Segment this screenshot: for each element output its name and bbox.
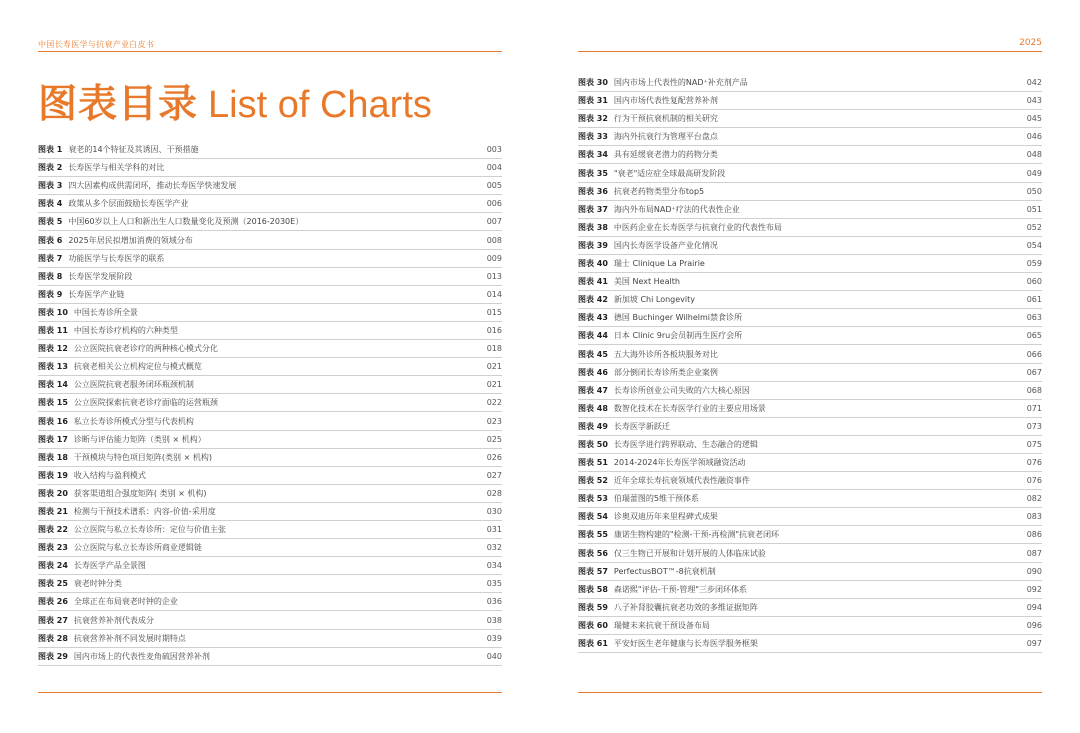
chart-title: 诊奥双迪历年来里程碑式成果 <box>613 512 718 522</box>
page-number: 027 <box>486 470 502 480</box>
toc-row[interactable] <box>578 255 1042 273</box>
chart-number: 图表 48 <box>578 403 608 413</box>
chart-number: 图表 37 <box>578 204 608 214</box>
page-number: 066 <box>1026 349 1042 359</box>
page-number: 009 <box>486 253 502 263</box>
chart-number: 图表 31 <box>578 96 608 106</box>
chart-number: 图表 17 <box>38 434 68 444</box>
chart-number: 图表 20 <box>38 488 68 498</box>
page-number: 059 <box>1026 259 1042 269</box>
chart-title: 抗衰老药物类型分布top5 <box>613 186 705 196</box>
toc-row[interactable] <box>38 503 502 521</box>
page-number: 083 <box>1026 512 1042 522</box>
chart-number: 图表 6 <box>38 235 63 245</box>
chart-title: 全球正在布局衰老时钟的企业 <box>73 597 178 607</box>
page-number: 060 <box>1026 277 1042 287</box>
toc-row[interactable] <box>578 345 1042 363</box>
chart-number: 图表 45 <box>578 349 608 359</box>
page-number: 086 <box>1026 530 1042 540</box>
toc-row[interactable] <box>578 472 1042 490</box>
page-number: 018 <box>486 344 502 354</box>
page-number: 036 <box>486 597 502 607</box>
page-number: 014 <box>486 289 502 299</box>
chart-title: 长寿医学发展阶段 <box>68 271 133 281</box>
page-number: 026 <box>486 452 502 462</box>
toc-row[interactable] <box>578 237 1042 255</box>
page-number: 054 <box>1026 240 1042 250</box>
toc-row[interactable] <box>578 327 1042 345</box>
chart-number: 图表 34 <box>578 150 608 160</box>
page-number: 090 <box>1026 566 1042 576</box>
toc-row[interactable] <box>38 485 502 503</box>
chart-title: 德国 Buchinger Wilhelmi禁食诊所 <box>613 313 743 323</box>
chart-number: 图表 5 <box>38 217 63 227</box>
page-number: 096 <box>1026 620 1042 630</box>
page-number: 030 <box>486 506 502 516</box>
chart-title: PerfectusBOT™-8抗衰机制 <box>613 566 716 576</box>
page-number: 016 <box>486 326 502 336</box>
chart-number: 图表 14 <box>38 380 68 390</box>
chart-title: 八子补肾胶囊抗衰老功效的多维证据矩阵 <box>613 602 758 612</box>
page-number: 046 <box>1026 132 1042 142</box>
toc-row[interactable] <box>578 382 1042 400</box>
chart-title: 长寿医学产品全景图 <box>73 561 146 571</box>
page-number: 092 <box>1026 584 1042 594</box>
chart-number: 图表 57 <box>578 566 608 576</box>
chart-number: 图表 43 <box>578 313 608 323</box>
toc-row[interactable] <box>578 309 1042 327</box>
chart-title: 中医药企业在长寿医学与抗衰行业的代表性布局 <box>613 222 782 232</box>
toc-row[interactable] <box>38 521 502 539</box>
chart-title: 瑞士 Clinique La Prairie <box>613 259 705 269</box>
chart-title: 政策从多个层面鼓励长寿医学产业 <box>68 199 189 209</box>
toc-row[interactable] <box>578 635 1042 653</box>
page-number: 065 <box>1026 331 1042 341</box>
page-number: 067 <box>1026 367 1042 377</box>
chart-title: "衰老"适应症全球最高研发阶段 <box>613 168 726 178</box>
toc-row[interactable] <box>38 177 502 195</box>
toc-row[interactable] <box>38 648 502 666</box>
page-number: 025 <box>486 434 502 444</box>
toc-row[interactable] <box>578 581 1042 599</box>
chart-title: 衰老时钟分类 <box>73 579 122 589</box>
toc-row[interactable] <box>578 219 1042 237</box>
chart-number: 图表 32 <box>578 114 608 124</box>
page-number: 068 <box>1026 385 1042 395</box>
chart-title: 新加坡 Chi Longevity <box>613 295 695 305</box>
page-number: 006 <box>486 199 502 209</box>
page-number: 021 <box>486 362 502 372</box>
header-divider-right <box>578 51 1042 52</box>
chart-number: 图表 41 <box>578 277 608 287</box>
chart-title: 近年全球长寿抗衰领域代表性融资事件 <box>613 476 750 486</box>
toc-row[interactable] <box>38 250 502 268</box>
chart-title: 获客渠道组合强度矩阵( 类别 × 机构) <box>73 488 207 498</box>
header-divider-left <box>38 51 502 52</box>
chart-title: 2025年居民拟增加消费的领域分布 <box>68 235 193 245</box>
chart-number: 图表 58 <box>578 584 608 594</box>
page-number: 063 <box>1026 313 1042 323</box>
page-number: 023 <box>486 416 502 426</box>
page-number: 094 <box>1026 602 1042 612</box>
chart-number: 图表 21 <box>38 506 68 516</box>
page-number: 042 <box>1026 78 1042 88</box>
toc-row[interactable] <box>578 418 1042 436</box>
page-number: 035 <box>486 579 502 589</box>
chart-title: 检测与干预技术谱系：内容-价值-采用度 <box>73 506 216 516</box>
chart-number: 图表 33 <box>578 132 608 142</box>
chart-title: 公立医院探索抗衰老诊疗面临的运营瓶颈 <box>73 398 218 408</box>
page-number: 003 <box>486 145 502 155</box>
chart-title: 中国长寿诊疗机构的六种类型 <box>73 326 178 336</box>
chart-number: 图表 51 <box>578 458 608 468</box>
chart-title: 日本 Clinic 9ru会员制再生医疗会所 <box>613 331 743 341</box>
chart-number: 图表 25 <box>38 579 68 589</box>
page-number: 076 <box>1026 476 1042 486</box>
chart-number: 图表 2 <box>38 163 63 173</box>
chart-number: 图表 18 <box>38 452 68 462</box>
page-number: 050 <box>1026 186 1042 196</box>
page-number: 008 <box>486 235 502 245</box>
page-number: 040 <box>486 651 502 661</box>
chart-number: 图表 52 <box>578 476 608 486</box>
chart-number: 图表 36 <box>578 186 608 196</box>
chart-title: 抗衰老相关公立机构定位与模式概览 <box>73 362 202 372</box>
toc-row[interactable] <box>38 449 502 467</box>
chart-title: 私立长寿诊所模式分型与代表机构 <box>73 416 194 426</box>
page-number: 082 <box>1026 494 1042 504</box>
toc-row[interactable] <box>578 400 1042 418</box>
chart-title: 康诺生物构建的"检测-干预-再检测"抗衰老闭环 <box>613 530 780 540</box>
chart-number: 图表 50 <box>578 439 608 449</box>
chart-title: 仅三生物已开展和计划开展的人体临床试验 <box>613 548 766 558</box>
page-number: 052 <box>1026 222 1042 232</box>
page-number: 031 <box>486 525 502 535</box>
chart-title: 平安好医生老年健康与长寿医学服务框架 <box>613 639 758 648</box>
toc-row[interactable] <box>38 213 502 231</box>
toc-row[interactable] <box>38 141 502 159</box>
page-title-cn: 图表目录 <box>38 82 199 127</box>
toc-row[interactable] <box>578 164 1042 182</box>
toc-row[interactable] <box>578 508 1042 526</box>
chart-title: 国内长寿医学设备产业化情况 <box>613 240 718 250</box>
page-number: 004 <box>486 163 502 173</box>
page-number: 013 <box>486 271 502 281</box>
chart-title: 森诺熙"评估-干预-管理"三步闭环体系 <box>613 584 748 594</box>
toc-row[interactable] <box>578 201 1042 219</box>
page-number: 005 <box>486 181 502 191</box>
chart-number: 图表 13 <box>38 362 68 372</box>
chart-number: 图表 11 <box>38 326 68 336</box>
chart-number: 图表 29 <box>38 651 68 661</box>
chart-title: 海内外布局NAD⁺疗法的代表性企业 <box>613 204 740 214</box>
page-title <box>38 82 432 135</box>
toc-row[interactable] <box>38 376 502 394</box>
chart-number: 图表 4 <box>38 199 63 209</box>
chart-title: 公立医院与私立长寿诊所商业逻辑链 <box>73 543 202 553</box>
chart-title: 长寿医学新跃迁 <box>613 421 670 431</box>
chart-title: 诊断与评估能力矩阵（类别 × 机构） <box>73 434 206 444</box>
page-number: 032 <box>486 543 502 553</box>
toc-row[interactable] <box>578 526 1042 544</box>
chart-title: 公立医院抗衰老服务闭环瓶颈机制 <box>73 380 194 390</box>
chart-title: 五大海外诊所各板块服务对比 <box>613 349 718 359</box>
chart-number: 图表 39 <box>578 240 608 250</box>
toc-row[interactable] <box>578 454 1042 472</box>
toc-row[interactable] <box>38 340 502 358</box>
chart-number: 图表 12 <box>38 344 68 354</box>
chart-number: 图表 59 <box>578 602 608 612</box>
toc-row[interactable] <box>578 599 1042 617</box>
toc-row[interactable] <box>38 231 502 249</box>
chart-number: 图表 8 <box>38 271 63 281</box>
chart-number: 图表 3 <box>38 181 63 191</box>
chart-title: 中国长寿诊所全景 <box>73 307 138 317</box>
toc-row[interactable] <box>578 490 1042 508</box>
toc-row[interactable] <box>38 412 502 430</box>
toc-row[interactable] <box>578 563 1042 581</box>
chart-number: 图表 28 <box>38 633 68 643</box>
toc-row[interactable] <box>38 593 502 611</box>
page-number: 034 <box>486 561 502 571</box>
footer-divider-left <box>38 692 502 693</box>
chart-number: 图表 54 <box>578 512 608 522</box>
chart-number: 图表 55 <box>578 530 608 540</box>
page-number: 028 <box>486 488 502 498</box>
page-number: 071 <box>1026 403 1042 413</box>
chart-title: 公立医院抗衰老诊疗的两种核心模式分化 <box>73 344 218 354</box>
toc-row[interactable] <box>38 268 502 286</box>
page-number: 045 <box>1026 114 1042 124</box>
toc-row[interactable] <box>578 146 1042 164</box>
page-number: 076 <box>1026 458 1042 468</box>
toc-row[interactable] <box>38 322 502 340</box>
toc-row[interactable] <box>38 630 502 648</box>
toc-row[interactable] <box>38 575 502 593</box>
toc-row[interactable] <box>38 159 502 177</box>
chart-number: 图表 47 <box>578 385 608 395</box>
chart-number: 图表 56 <box>578 548 608 558</box>
chart-number: 图表 10 <box>38 307 68 317</box>
chart-number: 图表 15 <box>38 398 68 408</box>
page-number: 043 <box>1026 96 1042 106</box>
chart-number: 图表 23 <box>38 543 68 553</box>
chart-number: 图表 16 <box>38 416 68 426</box>
toc-row[interactable] <box>578 183 1042 201</box>
page-number: 021 <box>486 380 502 390</box>
chart-title: 数智化技术在长寿医学行业的主要应用场景 <box>613 403 766 413</box>
page-number: 061 <box>1026 295 1042 305</box>
toc-row[interactable] <box>578 74 1042 92</box>
page-number: 075 <box>1026 439 1042 449</box>
chart-number: 图表 46 <box>578 367 608 377</box>
chart-number: 图表 22 <box>38 525 68 535</box>
page-number: 048 <box>1026 150 1042 160</box>
chart-number: 图表 61 <box>578 639 608 648</box>
toc-row[interactable] <box>38 557 502 575</box>
header-title: 中国长寿医学与抗衰产业白皮书 <box>38 40 155 49</box>
header-year: 2025 <box>1019 38 1042 48</box>
toc-row[interactable] <box>38 304 502 322</box>
chart-number: 图表 1 <box>38 145 63 155</box>
toc-row[interactable] <box>38 286 502 304</box>
toc-row[interactable] <box>38 467 502 485</box>
toc-row[interactable] <box>38 358 502 376</box>
chart-title: 长寿医学进行跨界联动、生态融合的逻辑 <box>613 439 758 449</box>
toc-row[interactable] <box>578 110 1042 128</box>
page-number: 049 <box>1026 168 1042 178</box>
page-number: 073 <box>1026 421 1042 431</box>
toc-row[interactable] <box>578 92 1042 110</box>
chart-number: 图表 19 <box>38 470 68 480</box>
chart-title: 2014-2024年长寿医学领域融资活动 <box>613 458 746 468</box>
chart-title: 行为干预抗衰机制的相关研究 <box>613 114 718 124</box>
chart-title: 抗衰营养补剂不同发展时期特点 <box>73 633 186 643</box>
chart-number: 图表 30 <box>578 78 608 88</box>
toc-row[interactable] <box>578 273 1042 291</box>
chart-title: 中国60岁以上人口和新出生人口数量变化及预测（2016-2030E） <box>68 217 304 227</box>
chart-number: 图表 40 <box>578 259 608 269</box>
chart-number: 图表 7 <box>38 253 63 263</box>
chart-title: 国内市场上的代表性麦角硫因营养补剂 <box>73 651 210 661</box>
chart-title: 伯瑞蕾图的5维干预体系 <box>613 494 700 504</box>
toc-list-right <box>578 74 1042 653</box>
chart-number: 图表 42 <box>578 295 608 305</box>
toc-row[interactable] <box>578 128 1042 146</box>
page-number: 007 <box>486 217 502 227</box>
chart-title: 部分倒闭长寿诊所类企业案例 <box>613 367 718 377</box>
page-number: 022 <box>486 398 502 408</box>
chart-number: 图表 53 <box>578 494 608 504</box>
chart-title: 具有延缓衰老潜力的药物分类 <box>613 150 718 160</box>
toc-row[interactable] <box>38 539 502 557</box>
toc-row[interactable] <box>38 394 502 412</box>
page-number: 087 <box>1026 548 1042 558</box>
toc-row[interactable] <box>38 195 502 213</box>
footer-divider-right <box>578 692 1042 693</box>
chart-title: 长寿诊所创业公司失败的六大核心原因 <box>613 385 750 395</box>
chart-title: 海内外抗衰行为管理平台盘点 <box>613 132 718 142</box>
chart-title: 国内市场上代表性的NAD⁺补充剂产品 <box>613 78 748 88</box>
chart-title: 收入结构与盈利模式 <box>73 470 146 480</box>
toc-row[interactable] <box>578 436 1042 454</box>
chart-title: 美国 Next Health <box>613 277 680 287</box>
chart-number: 图表 9 <box>38 289 63 299</box>
page-number: 015 <box>486 307 502 317</box>
chart-title: 四大因素构成供需闭环，推动长寿医学快速发展 <box>68 181 237 191</box>
toc-row[interactable] <box>578 364 1042 382</box>
chart-title: 国内市场代表性复配营养补剂 <box>613 96 718 106</box>
chart-number: 图表 35 <box>578 168 608 178</box>
chart-number: 图表 60 <box>578 620 608 630</box>
chart-number: 图表 26 <box>38 597 68 607</box>
chart-title: 瑞健未来抗衰干预设备布局 <box>613 620 710 630</box>
chart-title: 干预模块与特色项目矩阵(类别 × 机构) <box>73 452 212 462</box>
chart-number: 图表 49 <box>578 421 608 431</box>
chart-number: 图表 24 <box>38 561 68 571</box>
chart-title: 公立医院与私立长寿诊所：定位与价值主张 <box>73 525 226 535</box>
toc-row[interactable] <box>578 544 1042 562</box>
chart-title: 功能医学与长寿医学的联系 <box>68 253 165 263</box>
chart-number: 图表 27 <box>38 615 68 625</box>
page-number: 051 <box>1026 204 1042 214</box>
chart-title: 抗衰营养补剂代表成分 <box>73 615 154 625</box>
toc-row[interactable] <box>578 291 1042 309</box>
toc-list-left <box>38 141 502 666</box>
chart-title: 长寿医学与相关学科的对比 <box>68 163 165 173</box>
page-number: 039 <box>486 633 502 643</box>
page-title-en: List of Charts <box>208 84 432 126</box>
toc-row[interactable] <box>38 611 502 629</box>
chart-number: 图表 38 <box>578 222 608 232</box>
toc-row[interactable] <box>38 431 502 449</box>
page-number: 097 <box>1026 639 1042 648</box>
chart-number: 图表 44 <box>578 331 608 341</box>
chart-title: 长寿医学产业链 <box>68 289 125 299</box>
page-number: 038 <box>486 615 502 625</box>
chart-title: 衰老的14个特征及其诱因、干预措施 <box>68 145 199 155</box>
toc-row[interactable] <box>578 617 1042 635</box>
